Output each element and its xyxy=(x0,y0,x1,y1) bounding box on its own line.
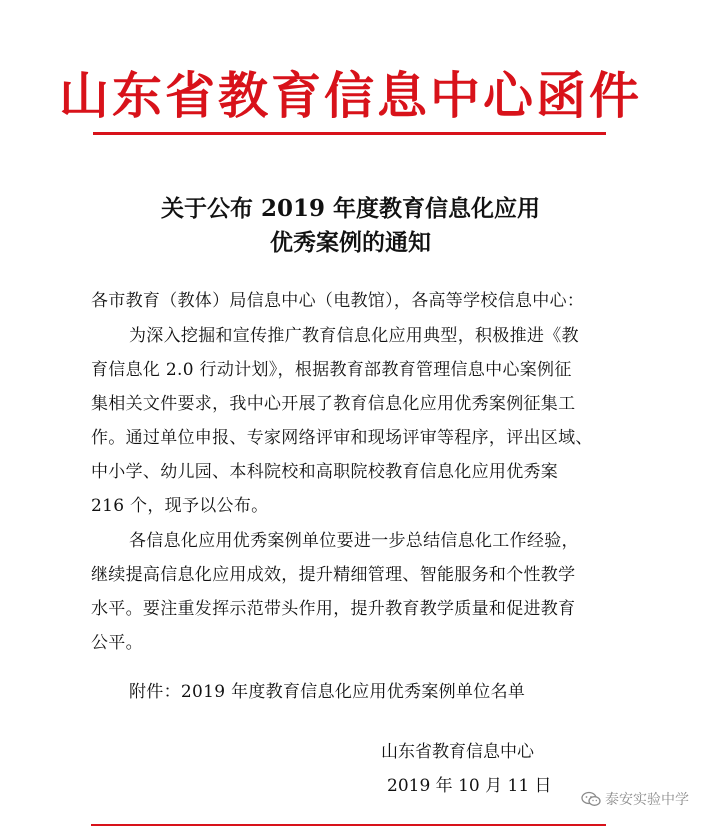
paragraph-1-line: 为深入挖掘和宣传推广教育信息化应用典型，积极推进《教 xyxy=(129,326,579,346)
paragraph-1-line: 作。通过单位申报、专家网络评审和现场评审等程序，评出区域、 xyxy=(91,428,593,448)
wechat-icon xyxy=(581,791,601,807)
source-watermark xyxy=(579,789,691,809)
letterhead-rule xyxy=(93,132,606,135)
salutation: 各市教育（教体）局信息中心（电教馆），各高等学校信息中心： xyxy=(91,291,585,311)
document-title-line-1: 关于公布 2019 年度教育信息化应用 xyxy=(160,195,541,222)
signature-organization: 山东省教育信息中心 xyxy=(381,742,534,762)
paragraph-2-line: 公平。 xyxy=(91,633,143,653)
attachment-note: 附件：2019 年度教育信息化应用优秀案例单位名单 xyxy=(129,682,526,702)
paragraph-1-line: 集相关文件要求，我中心开展了教育信息化应用优秀案例征集工 xyxy=(91,394,576,414)
paragraph-1-line: 216 个，现予以公布。 xyxy=(91,496,269,516)
paragraph-2-line: 水平。要注重发挥示范带头作用，提升教育教学质量和促进教育 xyxy=(91,599,576,619)
paragraph-1-line: 中小学、幼儿园、本科院校和高职院校教育信息化应用优秀案 xyxy=(91,462,559,482)
paragraph-1-line: 育信息化 2.0 行动计划》，根据教育部教育管理信息中心案例征 xyxy=(91,360,572,380)
bottom-rule xyxy=(91,824,606,826)
document-title-line-2: 优秀案例的通知 xyxy=(270,229,431,256)
signature-date: 2019 年 10 月 11 日 xyxy=(387,776,552,796)
paragraph-2-line: 各信息化应用优秀案例单位要进一步总结信息化工作经验， xyxy=(129,531,579,551)
paragraph-2-line: 继续提高信息化应用成效，提升精细管理、智能服务和个性教学 xyxy=(91,565,576,585)
watermark-text: 泰安实验中学 xyxy=(605,792,689,808)
letterhead-title: 山东省教育信息中心函件 xyxy=(59,66,642,125)
